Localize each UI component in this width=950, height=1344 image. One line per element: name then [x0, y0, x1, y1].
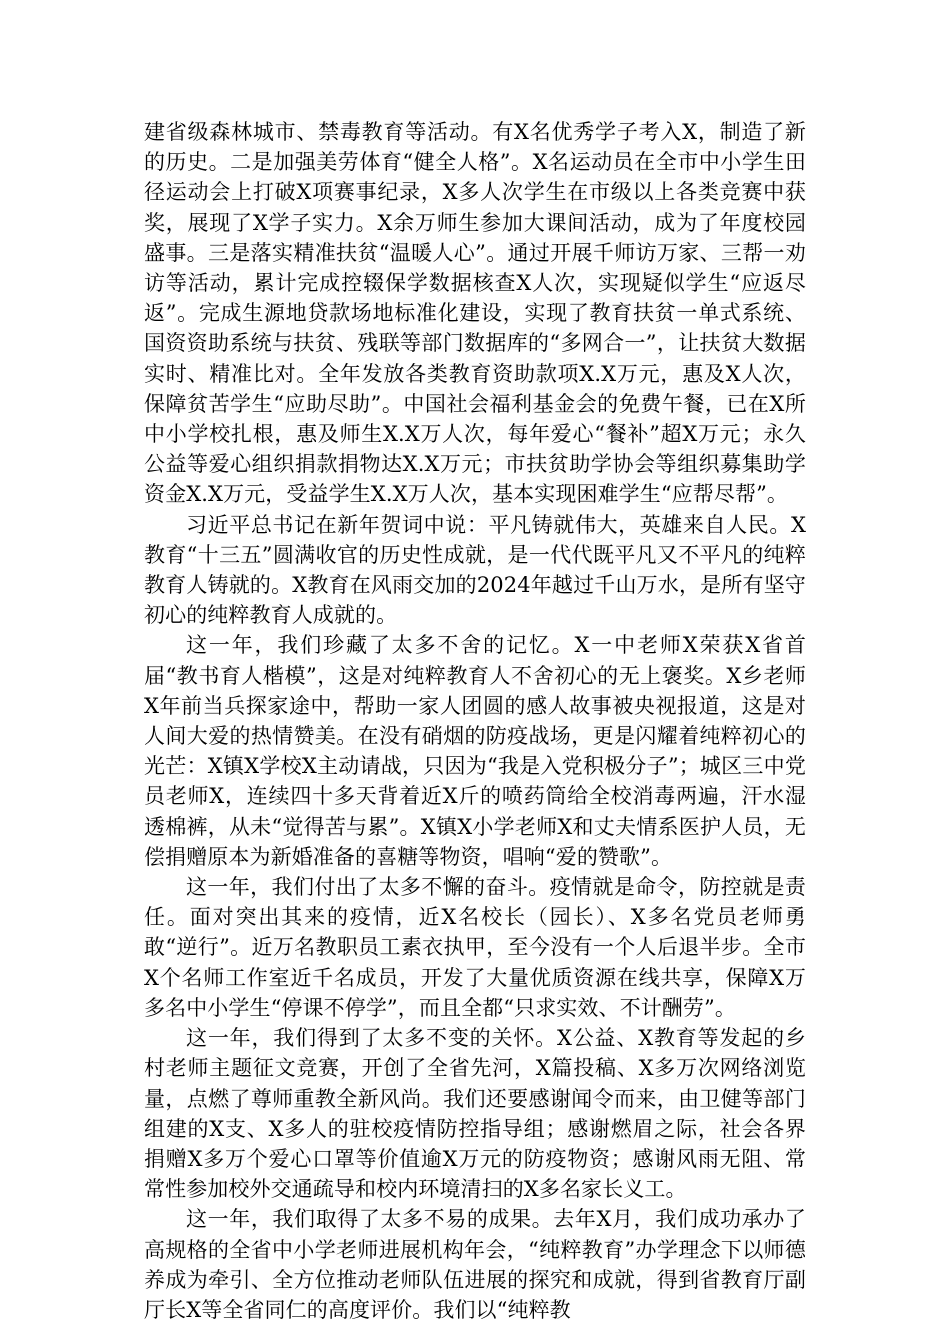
paragraph-care: 这一年，我们得到了太多不变的关怀。X公益、X教育等发起的乡村老师主题征文竞赛，开创了全省先河，X篇投稿、X多万次网络浏览量，点燃了尊师重教全新风尚。我们还要感谢闻令而来，由卫健等部门组建的X支、X多人的驻校疫情防控指导组；感谢燃眉之际，社会各界捐赠X多万个爱心口罩等价值逾X万元的防疫物资；感谢风雨无阻、常常性参加校外交通疏导和校内环境清扫的X多名家长义工。 — [144, 1026, 806, 1202]
paragraph-new-year-speech: 习近平总书记在新年贺词中说：平凡铸就伟大，英雄来自人民。X教育“十三五”圆满收官的历史性成就，是一代代既平凡又不平凡的纯粹教育人铸就的。X教育在风雨交加的2024年越过千山万水，是所有坚守初心的纯粹教育人成就的。 — [144, 512, 806, 628]
document-page — [144, 117, 806, 1325]
paragraph-achievements: 这一年，我们取得了太多不易的成果。去年X月，我们成功承办了高规格的全省中小学老师进展机构年会，“纯粹教育”办学理念下以师德养成为牵引、全方位推动老师队伍进展的探究和成就，得到省教育厅副厅长X等全省同仁的高度评价。我们以“纯粹教 — [144, 1207, 806, 1322]
paragraph-education-activities: 建省级森林城市、禁毒教育等活动。有X名优秀学子考入X，制造了新的历史。二是加强美劳体育“健全人格”。X名运动员在全市中小学生田径运动会上打破X项赛事纪录，X多人次学生在市级以上各类竞赛中获奖，展现了X学子实力。X余万师生参加大课间活动，成为了年度校园盛事。三是落实精准扶贫“温暖人心”。通过开展千师访万家、三帮一劝访等活动，累计完成控辍保学数据核查X人次，实现疑似学生“应返尽返”。完成生源地贷款场地标准化建设，实现了教育扶贫一单式系统、国资资助系统与扶贫、残联等部门数据库的“多网合一”，让扶贫大数据实时、精准比对。全年发放各类教育资助款项X.X万元，惠及X人次，保障贫苦学生“应助尽助”。中国社会福利基金会的免费午餐，已在X所中小学校扎根，惠及师生X.X万人次，每年爱心“餐补”超X万元；永久公益等爱心组织捐款捐物达X.X万元；市扶贫助学协会等组织募集助学资金X.X万元，受益学生X.X万人次，基本实现困难学生“应帮尽帮”。 — [144, 120, 806, 507]
paragraph-memories: 这一年，我们珍藏了太多不舍的记忆。X一中老师X荣获X省首届“教书育人楷模”，这是对纯粹教育人不舍初心的无上褒奖。X乡老师X年前当兵探家途中，帮助一家人团圆的感人故事被央视报道，这是对人间大爱的热情赞美。在没有硝烟的防疫战场，更是闪耀着纯粹初心的光芒：X镇X学校X主动请战，只因为“我是入党积极分子”；城区三中党员老师X，连续四十多天背着近X斤的喷药筒给全校消毒两遍，汗水湿透棉裤，从未“觉得苦与累”。X镇X小学老师X和丈夫情系医护人员，无偿捐赠原本为新婚准备的喜糖等物资，唱响“爱的赞歌”。 — [144, 633, 806, 869]
paragraph-struggle: 这一年，我们付出了太多不懈的奋斗。疫情就是命令，防控就是责任。面对突出其来的疫情，近X名校长（园长）、X多名党员老师勇敢“逆行”。近万名教职员工素衣执甲，至今没有一个人后退半步。全市X个名师工作室近千名成员，开发了大量优质资源在线共享，保障X万多名中小学生“停课不停学”，而且全都“只求实效、不计酬劳”。 — [144, 875, 806, 1020]
